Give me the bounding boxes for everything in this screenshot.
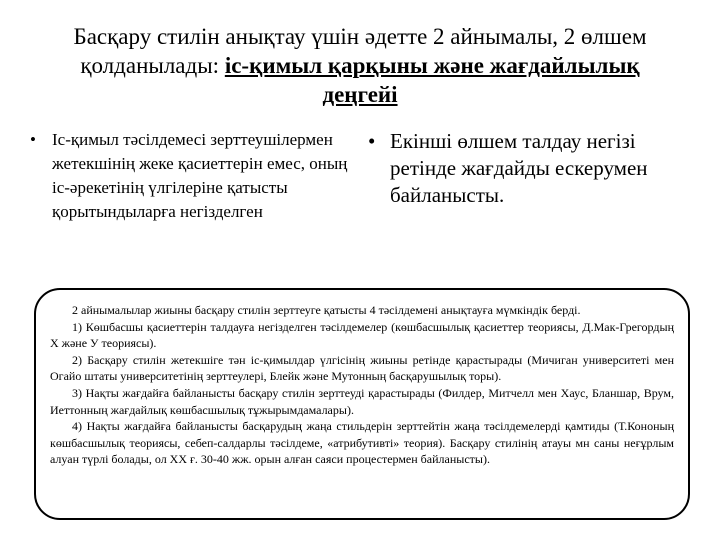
bullet-marker: • (368, 129, 376, 153)
right-column (368, 128, 688, 209)
summary-intro: 2 айнымалылар жиыны басқару стилін зерттеуге қатысты 4 тәсілдемені анықтауға мүмкіндік берді. (72, 303, 581, 317)
summary-approach-4: 4) Нақты жағдайға байланысты басқарудың жаңа стильдерін зерттейтін жаңа тәсілдемелерді қамтиды (Т.Кононың көшбасшылық теориясы, себеп-салдарлы тәсілдеме, «атрибутивті» теория). Басқару стилінің атауы мн саны неғұрлым алуан түрлі болады, ол ХХ ғ. 30-40 жж. орын алған саяси процестермен байланысты). (50, 419, 674, 467)
slide-title-plain: Басқару стилін анықтау үшін әдетте 2 айнымалы, 2 өлшем қолданылады: (73, 24, 647, 78)
right-bullet-item (368, 128, 688, 209)
slide-title-emphasis: іс-қимыл қарқыны және жағдайлылық деңгейі (224, 53, 640, 107)
slide-title (40, 22, 680, 109)
summary-approach-1: 1) Көшбасшы қасиеттерін талдауға негізделген тәсілдемелер (көшбасшылық қасиеттер теориясы, Д.Мак-Грегордың Х және У теориясы). (50, 319, 674, 351)
left-column (30, 128, 350, 224)
summary-box (34, 288, 690, 520)
summary-approach-3: 3) Нақты жағдайға байланысты басқару стилін зерттеуді қарастырады (Филдер, Митчелл мен Хаус, Бланшар, Врум, Иеттонның жағдайлық көшбасшылық тұжырымдамалары). (50, 385, 674, 417)
left-bullet-text: Іс-қимыл тәсілдемесі зерттеушілермен жетекшінің жеке қасиеттерін емес, оның іс-әрекетінің үлгілеріне қатысты қорытындыларға негізделген (52, 130, 348, 221)
summary-approach-2: 2) Басқару стилін жетекшіге тән іс-қимылдар үлгісінің жиыны ретінде қарастырады (Мичиган университеті мен Огайо штаты университетінің зерттеулері, Блейк және Мутонның басқарушылық торы). (50, 352, 674, 384)
right-bullet-text: Екінші өлшем талдау негізі ретінде жағдайды ескерумен байланысты. (390, 129, 648, 207)
left-bullet-item (30, 128, 350, 224)
bullet-marker: • (30, 130, 36, 149)
